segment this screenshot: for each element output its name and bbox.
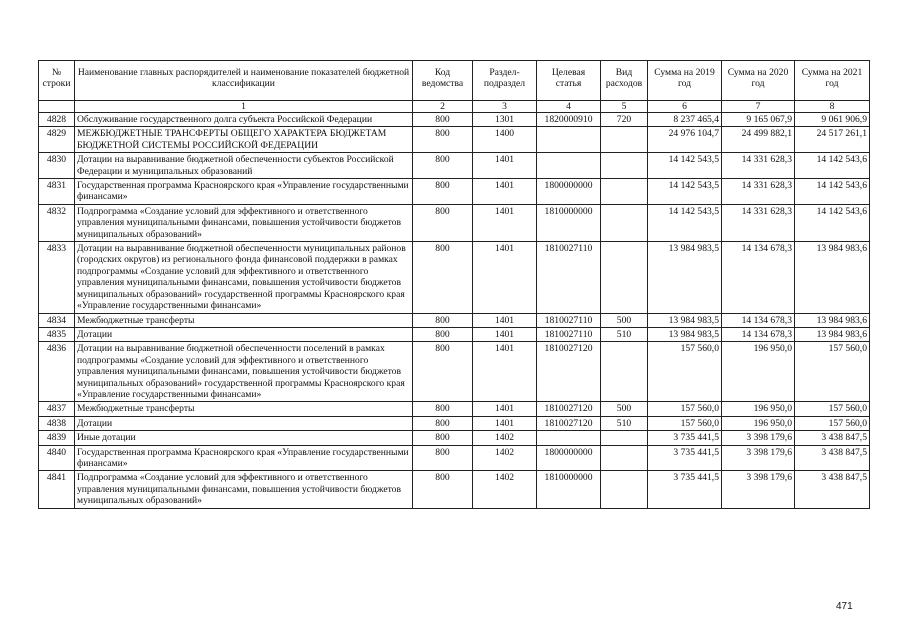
sum-2019: 14 142 543,5 [648, 153, 722, 179]
row-number: 4832 [39, 204, 75, 241]
dept-code: 800 [413, 204, 473, 241]
table-row [39, 153, 870, 179]
target-article [537, 153, 601, 179]
target-article: 1810000000 [537, 204, 601, 241]
section-code: 1401 [473, 313, 537, 327]
section-code: 1401 [473, 402, 537, 416]
sum-2020: 14 134 678,3 [722, 242, 795, 313]
target-article: 1810027110 [537, 242, 601, 313]
row-name: Государственная программа Красноярского края «Управление государственными финансами» [75, 179, 413, 205]
header-exp-type: Вид расходов [601, 61, 648, 101]
dept-code: 800 [413, 179, 473, 205]
sum-2019: 14 142 543,5 [648, 204, 722, 241]
dept-code: 800 [413, 445, 473, 471]
section-code: 1401 [473, 204, 537, 241]
sum-2019: 13 984 983,5 [648, 313, 722, 327]
sum-2021: 3 438 847,5 [795, 431, 870, 445]
header-section: Раздел-подраздел [473, 61, 537, 101]
row-name: Дотации [75, 327, 413, 341]
row-number: 4836 [39, 342, 75, 402]
dept-code: 800 [413, 431, 473, 445]
header-row-no: № строки [39, 61, 75, 101]
dept-code: 800 [413, 471, 473, 508]
column-number: 7 [722, 101, 795, 113]
target-article: 1810000000 [537, 471, 601, 508]
sum-2021: 14 142 543,6 [795, 179, 870, 205]
sum-2021: 3 438 847,5 [795, 445, 870, 471]
header-name: Наименование главных распорядителей и наименование показателей бюджетной классификации [75, 61, 413, 101]
sum-2019: 8 237 465,4 [648, 113, 722, 127]
dept-code: 800 [413, 342, 473, 402]
target-article: 1820000910 [537, 113, 601, 127]
expense-type: 500 [601, 402, 648, 416]
section-code: 1402 [473, 445, 537, 471]
sum-2019: 3 735 441,5 [648, 471, 722, 508]
row-number: 4829 [39, 127, 75, 153]
sum-2020: 3 398 179,6 [722, 445, 795, 471]
dept-code: 800 [413, 416, 473, 430]
row-number: 4835 [39, 327, 75, 341]
sum-2020: 196 950,0 [722, 402, 795, 416]
section-code: 1402 [473, 471, 537, 508]
sum-2020: 3 398 179,6 [722, 471, 795, 508]
row-number: 4830 [39, 153, 75, 179]
row-name: Дотации [75, 416, 413, 430]
table-row [39, 242, 870, 313]
row-name: Государственная программа Красноярского края «Управление государственными финансами» [75, 445, 413, 471]
expense-type [601, 127, 648, 153]
target-article: 1810027120 [537, 402, 601, 416]
row-name: Межбюджетные трансферты [75, 402, 413, 416]
sum-2020: 196 950,0 [722, 416, 795, 430]
header-sum-2021: Сумма на 2021 год [795, 61, 870, 101]
section-code: 1400 [473, 127, 537, 153]
section-code: 1401 [473, 242, 537, 313]
budget-table [38, 60, 870, 509]
table-row [39, 342, 870, 402]
row-name: Подпрограмма «Создание условий для эффективного и ответственного управления муниципальными финансами, повышения устойчивости бюджетов муниципальных образований» [75, 471, 413, 508]
row-name: Подпрограмма «Создание условий для эффективного и ответственного управления муниципальными финансами, повышения устойчивости бюджетов муниципальных образований» [75, 204, 413, 241]
row-number: 4839 [39, 431, 75, 445]
table-row [39, 179, 870, 205]
sum-2020: 9 165 067,9 [722, 113, 795, 127]
row-name: Обслуживание государственного долга субъекта Российской Федерации [75, 113, 413, 127]
expense-type: 500 [601, 313, 648, 327]
expense-type: 510 [601, 327, 648, 341]
sum-2021: 14 142 543,6 [795, 204, 870, 241]
dept-code: 800 [413, 153, 473, 179]
sum-2019: 157 560,0 [648, 416, 722, 430]
row-name: Дотации на выравнивание бюджетной обеспеченности субъектов Российской Федерации и муниципальных образований [75, 153, 413, 179]
sum-2020: 14 331 628,3 [722, 153, 795, 179]
table-row [39, 402, 870, 416]
header-sum-2019: Сумма на 2019 год [648, 61, 722, 101]
table-header-row [39, 61, 870, 101]
expense-type: 720 [601, 113, 648, 127]
sum-2021: 157 560,0 [795, 416, 870, 430]
sum-2019: 14 142 543,5 [648, 179, 722, 205]
sum-2021: 3 438 847,5 [795, 471, 870, 508]
sum-2020: 14 331 628,3 [722, 179, 795, 205]
table-row [39, 445, 870, 471]
table-row [39, 471, 870, 508]
expense-type [601, 153, 648, 179]
sum-2020: 14 134 678,3 [722, 313, 795, 327]
row-number: 4838 [39, 416, 75, 430]
sum-2021: 24 517 261,1 [795, 127, 870, 153]
sum-2021: 9 061 906,9 [795, 113, 870, 127]
expense-type: 510 [601, 416, 648, 430]
sum-2021: 157 560,0 [795, 342, 870, 402]
row-name: Межбюджетные трансферты [75, 313, 413, 327]
header-dept: Код ведомства [413, 61, 473, 101]
target-article: 1810027110 [537, 327, 601, 341]
column-number: 1 [75, 101, 413, 113]
column-number-row [39, 101, 870, 113]
column-number [39, 101, 75, 113]
sum-2020: 3 398 179,6 [722, 431, 795, 445]
dept-code: 800 [413, 402, 473, 416]
row-name: Дотации на выравнивание бюджетной обеспеченности муниципальных районов (городских округов) из регионального фонда финансовой поддержки в рамках подпрограммы «Создание условий для эффективного и ответственного управления муниципальными финансами, повышения устойчивости бюджетов муниципальных образований» государственной программы Красноярского края «Управление государственными финансами» [75, 242, 413, 313]
dept-code: 800 [413, 327, 473, 341]
sum-2019: 3 735 441,5 [648, 431, 722, 445]
target-article: 1800000000 [537, 179, 601, 205]
sum-2021: 13 984 983,6 [795, 242, 870, 313]
column-number: 3 [473, 101, 537, 113]
sum-2021: 157 560,0 [795, 402, 870, 416]
row-number: 4834 [39, 313, 75, 327]
table-row [39, 313, 870, 327]
section-code: 1402 [473, 431, 537, 445]
column-number: 6 [648, 101, 722, 113]
sum-2019: 157 560,0 [648, 402, 722, 416]
row-number: 4837 [39, 402, 75, 416]
column-number: 8 [795, 101, 870, 113]
sum-2021: 13 984 983,6 [795, 327, 870, 341]
dept-code: 800 [413, 127, 473, 153]
target-article [537, 431, 601, 445]
table-body [39, 113, 870, 509]
sum-2021: 14 142 543,6 [795, 153, 870, 179]
section-code: 1401 [473, 153, 537, 179]
row-name: МЕЖБЮДЖЕТНЫЕ ТРАНСФЕРТЫ ОБЩЕГО ХАРАКТЕРА БЮДЖЕТАМ БЮДЖЕТНОЙ СИСТЕМЫ РОССИЙСКОЙ ФЕДЕРАЦИИ [75, 127, 413, 153]
expense-type [601, 445, 648, 471]
sum-2021: 13 984 983,6 [795, 313, 870, 327]
target-article: 1800000000 [537, 445, 601, 471]
target-article: 1810027120 [537, 342, 601, 402]
target-article [537, 127, 601, 153]
dept-code: 800 [413, 113, 473, 127]
dept-code: 800 [413, 242, 473, 313]
target-article: 1810027120 [537, 416, 601, 430]
section-code: 1401 [473, 416, 537, 430]
row-number: 4841 [39, 471, 75, 508]
table-row [39, 113, 870, 127]
dept-code: 800 [413, 313, 473, 327]
expense-type [601, 342, 648, 402]
sum-2019: 157 560,0 [648, 342, 722, 402]
header-target: Целевая статья [537, 61, 601, 101]
table-row [39, 416, 870, 430]
expense-type [601, 204, 648, 241]
column-number: 2 [413, 101, 473, 113]
sum-2019: 3 735 441,5 [648, 445, 722, 471]
sum-2020: 14 134 678,3 [722, 327, 795, 341]
sum-2020: 14 331 628,3 [722, 204, 795, 241]
row-name: Иные дотации [75, 431, 413, 445]
row-number: 4840 [39, 445, 75, 471]
section-code: 1401 [473, 179, 537, 205]
section-code: 1401 [473, 342, 537, 402]
sum-2020: 24 499 882,1 [722, 127, 795, 153]
page-number: 471 [836, 601, 853, 612]
expense-type [601, 431, 648, 445]
table-row [39, 127, 870, 153]
row-number: 4831 [39, 179, 75, 205]
row-number: 4833 [39, 242, 75, 313]
sum-2019: 24 976 104,7 [648, 127, 722, 153]
expense-type [601, 242, 648, 313]
column-number: 4 [537, 101, 601, 113]
header-sum-2020: Сумма на 2020 год [722, 61, 795, 101]
row-number: 4828 [39, 113, 75, 127]
sum-2020: 196 950,0 [722, 342, 795, 402]
sum-2019: 13 984 983,5 [648, 327, 722, 341]
section-code: 1401 [473, 327, 537, 341]
expense-type [601, 471, 648, 508]
sum-2019: 13 984 983,5 [648, 242, 722, 313]
table-row [39, 431, 870, 445]
target-article: 1810027110 [537, 313, 601, 327]
table-row [39, 204, 870, 241]
expense-type [601, 179, 648, 205]
row-name: Дотации на выравнивание бюджетной обеспеченности поселений в рамках подпрограммы «Создание условий для эффективного и ответственного управления муниципальными финансами, повышения устойчивости бюджетов муниципальных образований» государственной программы Красноярского края «Управление государственными финансами» [75, 342, 413, 402]
section-code: 1301 [473, 113, 537, 127]
column-number: 5 [601, 101, 648, 113]
table-row [39, 327, 870, 341]
